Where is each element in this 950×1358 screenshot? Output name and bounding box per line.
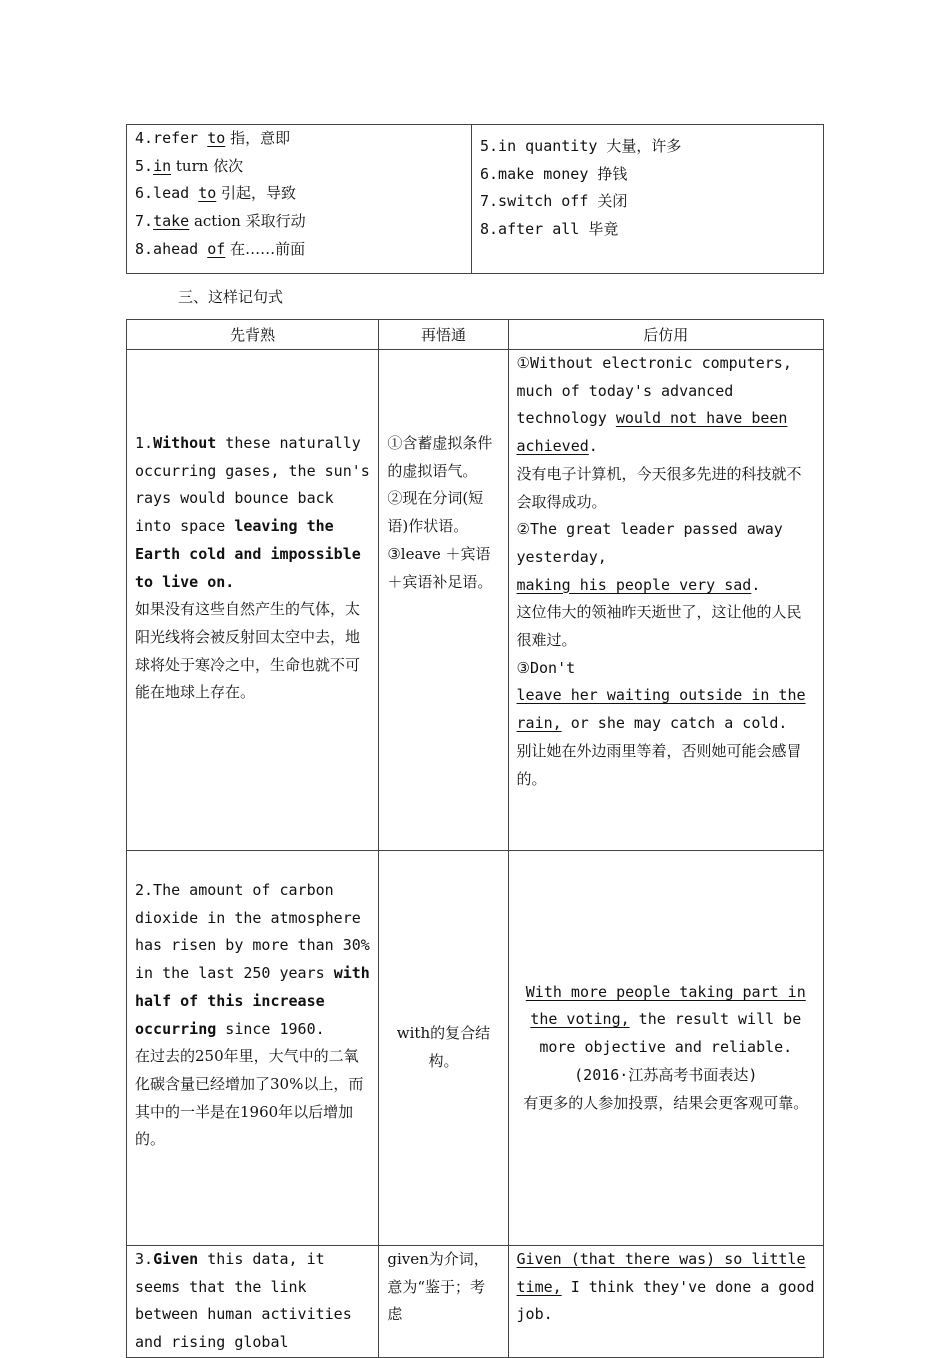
grammar-notes: ①含蓄虚拟条件的虚拟语气。 ②现在分词(短语)作状语。 ③leave ＋宾语＋宾语补足语。 <box>379 350 508 851</box>
imitation-sentences: ①Without electronic computers, much of today's advanced technology would not have been achieved. 没有电子计算机，今天很多先进的科技就不会取得成功。 ②The great leader passed away yesterday, making his people very sad. 这位伟大的领袖昨天逝世了，这让他的人民很难过。 ③Don't leave her waiting outside in the rain, or she may catch a cold. 别让她在外边雨里等着，否则她可能会感冒的。 <box>508 350 823 851</box>
example-sentence: 2.The amount of carbon dioxide in the atmosphere has risen by more than 30% in the last 250 years with half of this increase occurring since 1960. 在过去的250年里，大气中的二氧化碳含量已经增加了30%以上，而其中的一半是在1960年以后增加的。 <box>127 851 379 1246</box>
example-sentence: 3.Given this data, it seems that the link between human activities and rising global <box>127 1246 379 1358</box>
phrase-list-right <box>472 125 824 274</box>
phrase-item: 6.lead to 引起，导致 <box>135 184 297 203</box>
header-imitate: 后仿用 <box>508 320 823 350</box>
header-memorize: 先背熟 <box>127 320 379 350</box>
phrase-item: 6.make money 挣钱 <box>480 164 628 183</box>
phrase-list-left <box>127 125 472 274</box>
grammar-notes: given为介词，意为“鉴于；考虑 <box>379 1246 508 1358</box>
sentence-table <box>126 319 824 1358</box>
table-header-row <box>127 320 824 350</box>
imitation-sentences: Given (that there was) so little time, I think they've done a good job. <box>508 1246 823 1358</box>
table-row <box>127 1246 824 1358</box>
table-row <box>127 851 824 1246</box>
phrase-item: 8.after all 毕竟 <box>480 220 619 239</box>
example-sentence: 1.Without these naturally occurring gases, the sun's rays would bounce back into space leaving the Earth cold and impossible to live on. 如果没有这些自然产生的气体，太阳光线将会被反射回太空中去，地球将处于寒冷之中，生命也就不可能在地球上存在。 <box>127 350 379 851</box>
sentence-translation: 如果没有这些自然产生的气体，太阳光线将会被反射回太空中去，地球将处于寒冷之中，生命也就不可能在地球上存在。 <box>135 600 361 702</box>
section-title: 三、这样记句式 <box>178 288 284 306</box>
phrase-item: 8.ahead of 在……前面 <box>135 239 306 258</box>
phrase-item: 7.switch off 关闭 <box>480 192 628 211</box>
phrase-item: 5.in quantity 大量，许多 <box>480 137 682 155</box>
header-understand: 再悟通 <box>379 320 508 350</box>
sentence-translation: 在过去的250年里，大气中的二氧化碳含量已经增加了30%以上，而其中的一半是在1960年以后增加的。 <box>135 1047 364 1149</box>
grammar-notes: with的复合结构。 <box>379 851 508 1246</box>
imitation-sentences: With more people taking part in the voting, the result will be more objective and reliable.(2016·江苏高考书面表达) 有更多的人参加投票，结果会更客观可靠。 <box>508 851 823 1246</box>
phrase-item: 5.in turn 依次 <box>135 156 244 175</box>
phrase-table <box>126 124 824 274</box>
phrase-item: 7.take action 采取行动 <box>135 212 306 231</box>
table-row <box>127 350 824 851</box>
phrase-item: 4.refer to 指，意即 <box>135 129 291 147</box>
